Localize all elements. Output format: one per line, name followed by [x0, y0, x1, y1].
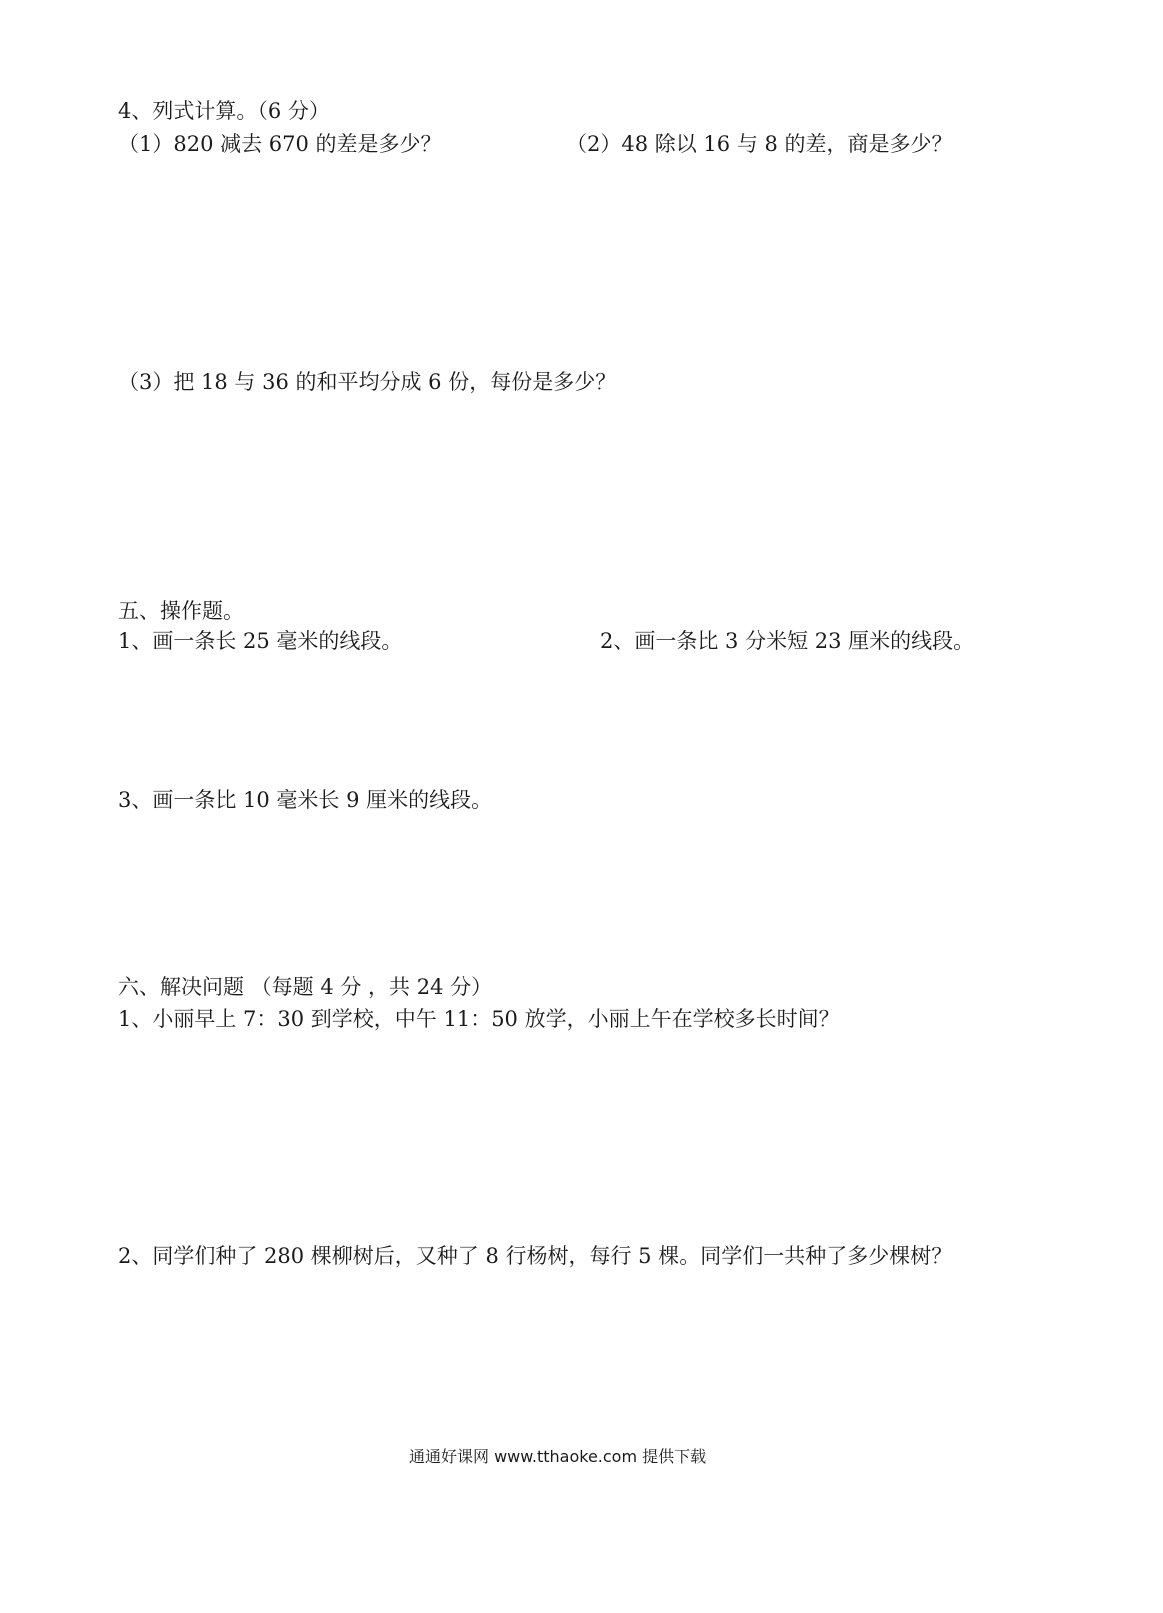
section5-title: 五、操作题。 [118, 599, 244, 623]
section5-question-3: 3、画一条比 10 毫米长 9 厘米的线段。 [118, 788, 493, 812]
section4-question-1: （1）820 减去 670 的差是多少？ [118, 132, 442, 156]
section6-question-1: 1、小丽早上 7：30 到学校，中午 11：50 放学，小丽上午在学校多长时间？ [118, 1007, 840, 1031]
section5-question-2: 2、画一条比 3 分米短 23 厘米的线段。 [600, 629, 975, 653]
section6-question-2: 2、同学们种了 280 棵柳树后，又种了 8 行杨树，每行 5 棵。同学们一共种了多少棵树？ [118, 1244, 953, 1268]
footer-credit: 通通好课网 www.tthaoke.com 提供下载 [409, 1447, 707, 1466]
section4-question-3: （3）把 18 与 36 的和平均分成 6 份，每份是多少？ [118, 370, 617, 394]
section4-question-2: （2）48 除以 16 与 8 的差，商是多少？ [566, 132, 953, 156]
section4-title: 4、列式计算。（6 分） [118, 99, 330, 123]
section6-title: 六、解决问题 （每题 4 分 ，共 24 分） [118, 975, 493, 999]
section5-question-1: 1、画一条长 25 毫米的线段。 [118, 629, 403, 653]
